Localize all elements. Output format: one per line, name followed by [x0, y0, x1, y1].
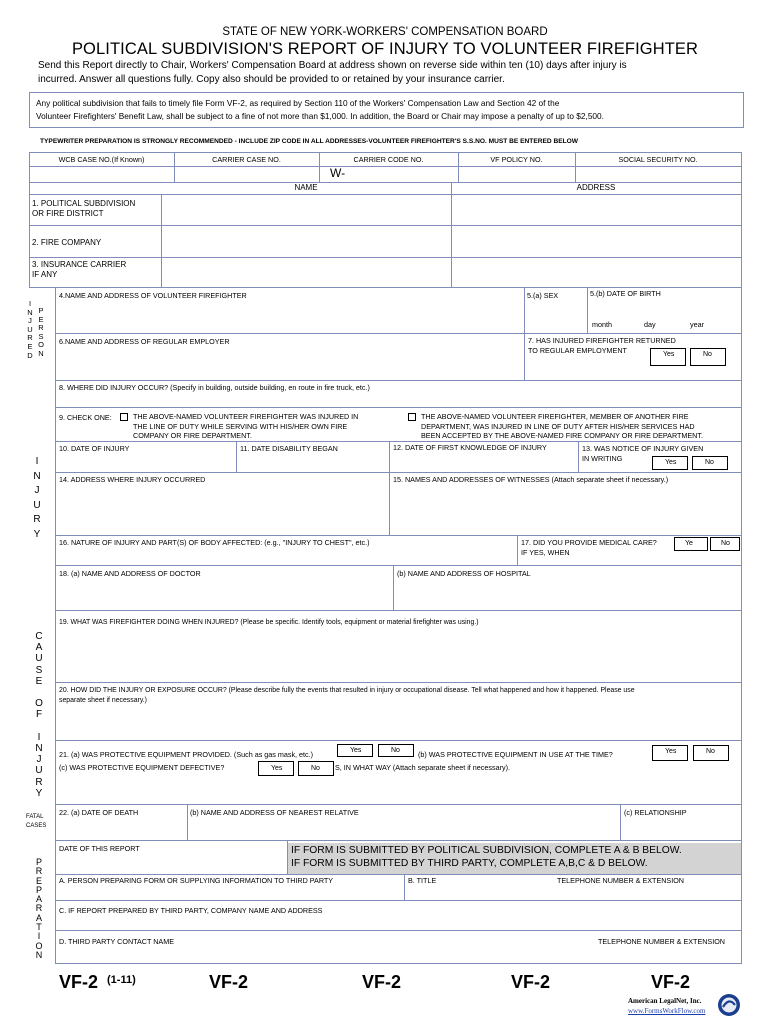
side-letter: P [38, 306, 44, 315]
side-letter: A [35, 642, 43, 654]
side-letter: R [35, 776, 43, 788]
q21b-no-box[interactable]: No [693, 745, 729, 761]
injured-side-label [26, 300, 34, 360]
side-letter: R [35, 866, 43, 877]
q16-label: 16. NATURE OF INJURY AND PART(S) OF BODY AFFECTED: (e.g., "INJURY TO CHEST", etc.) [59, 538, 370, 547]
side-letter: O [38, 340, 44, 350]
q4-label: 4.NAME AND ADDRESS OF VOLUNTEER FIREFIGHTER [59, 291, 247, 300]
side-letter: R [27, 333, 33, 343]
penalty-line-1: Any political subdivision that fails to timely file Form VF-2, as required by Section 110 of the Workers' Compensation Law and Section 42 of the [36, 98, 560, 108]
side-letter [34, 721, 44, 732]
q17-label: 17. DID YOU PROVIDE MEDICAL CARE? IF YES, WHEN [521, 538, 657, 557]
q21c-explanation-label: S, IN WHAT WAY (Attach separate sheet if necessary). [335, 763, 510, 772]
form-code-repeat: VF-2 [511, 972, 551, 992]
penalty-line-2: Volunteer Firefighters' Benefit Law, shall be subject to a fine of not more than $1,000. In addition, the Board or Chair may impose a penalty of up to $2,500. [36, 111, 604, 121]
publisher-url[interactable]: www.FormsWorkFlow.com [628, 1007, 706, 1015]
dob-day-label: day [644, 320, 656, 329]
side-letter: U [35, 765, 43, 777]
publisher-logo-icon [717, 993, 741, 1017]
q5a-label: 5.(a) SEX [527, 291, 559, 300]
instructions-line-1: Send this Report directly to Chair, Workers' Compensation Board at address shown on reverse side within ten (10) days after injury is [38, 60, 627, 71]
side-letter: E [35, 675, 43, 687]
q7-no-box[interactable]: No [690, 348, 726, 366]
q10-label: 10. DATE OF INJURY [59, 444, 130, 453]
q13-no-box[interactable]: No [692, 456, 728, 470]
side-letter: F [35, 709, 43, 721]
q22b-label: (b) NAME AND ADDRESS OF NEAREST RELATIVE [190, 808, 359, 817]
q21c-label: (c) WAS PROTECTIVE EQUIPMENT DEFECTIVE? [59, 763, 225, 772]
side-letter: N [38, 348, 44, 358]
ssn-label: SOCIAL SECURITY NO. [618, 155, 698, 164]
form-revision: (1-11) [107, 974, 136, 986]
side-letter: D [27, 350, 33, 360]
third-party-contact-label: D. THIRD PARTY CONTACT NAME [59, 937, 175, 946]
dob-month-label: month [592, 320, 612, 329]
side-letter: N [27, 307, 33, 317]
side-letter: R [33, 514, 41, 525]
side-letter: A [35, 912, 42, 923]
q21b-label: (b) WAS PROTECTIVE EQUIPMENT IN USE AT THE TIME? [418, 750, 613, 759]
wcb-case-label: WCB CASE NO.(If Known) [58, 155, 145, 164]
q9-option1-text: THE ABOVE-NAMED VOLUNTEER FIREFIGHTER WAS INJURED IN THE LINE OF DUTY WHILE SERVING WITH HIS/HER OWN FIRE COMPANY OR FIRE DEPARTMENT. [133, 412, 359, 440]
side-letter: P [35, 857, 42, 867]
form-code: VF-2 [59, 972, 99, 992]
name-column-header: NAME [294, 183, 318, 192]
side-letter: Y [33, 528, 41, 540]
q7-yes-box[interactable]: Yes [650, 348, 686, 366]
q21a-label: 21. (a) WAS PROTECTIVE EQUIPMENT PROVIDED. (Such as gas mask, etc.) [59, 750, 314, 759]
q13-yes-box[interactable]: Yes [652, 456, 688, 470]
q13-label: 13. WAS NOTICE OF INJURY GIVEN IN WRITING [582, 444, 704, 463]
q21c-no-box[interactable]: No [298, 761, 334, 776]
title-label: B. TITLE [408, 876, 437, 885]
submission-notice-line-2: IF FORM IS SUBMITTED BY THIRD PARTY, COMPLETE A,B,C & D BELOW. [291, 858, 648, 869]
side-letter: O [35, 698, 43, 710]
carrier-case-field[interactable] [175, 167, 318, 181]
side-letter: E [27, 341, 33, 351]
form-code-repeat: VF-2 [651, 972, 691, 992]
side-letter: U [27, 324, 33, 334]
address-column-header: ADDRESS [576, 183, 616, 192]
person-side-label [37, 307, 45, 359]
side-letter: I [37, 731, 41, 743]
side-letter: O [35, 940, 43, 951]
ssn-field[interactable] [576, 167, 740, 181]
side-letter: S [38, 331, 44, 341]
telephone-label-2: TELEPHONE NUMBER & EXTENSION [598, 937, 726, 946]
q21a-no-box[interactable]: No [378, 744, 414, 757]
third-party-company-label: C. IF REPORT PREPARED BY THIRD PARTY, COMPANY NAME AND ADDRESS [59, 906, 323, 915]
report-date-label: DATE OF THIS REPORT [59, 844, 140, 853]
form-code-repeat: VF-2 [209, 972, 249, 992]
form-code-repeat: VF-2 [362, 972, 402, 992]
submission-notice-line-1: IF FORM IS SUBMITTED BY POLITICAL SUBDIVISION, COMPLETE A & B BELOW. [291, 845, 682, 856]
side-letter: I [28, 299, 32, 308]
side-letter: J [28, 316, 32, 326]
q12-label: 12. DATE OF FIRST KNOWLEDGE OF INJURY [393, 443, 547, 452]
injury-side-label [32, 455, 42, 542]
political-subdivision-label: 1. POLITICAL SUBDIVISION OR FIRE DISTRICT [32, 199, 136, 218]
side-letter: U [35, 653, 43, 665]
q14-label: 14. ADDRESS WHERE INJURY OCCURRED [59, 475, 206, 484]
q19-label: 19. WHAT WAS FIREFIGHTER DOING WHEN INJURED? (Please be specific. Identify tools, equipment or material firefighter was using.) [59, 619, 479, 626]
side-letter: T [36, 922, 42, 933]
preparation-side-label [34, 858, 44, 960]
side-letter: R [38, 323, 44, 333]
side-letter: N [33, 470, 41, 482]
agency-heading: STATE OF NEW YORK-WORKERS' COMPENSATION BOARD [222, 26, 548, 38]
carrier-code-field[interactable]: W- [330, 166, 346, 180]
side-letter: I [35, 456, 39, 467]
q18a-label: 18. (a) NAME AND ADDRESS OF DOCTOR [59, 569, 201, 578]
side-letter: I [37, 931, 41, 942]
publisher-name: American LegalNet, Inc. [628, 997, 702, 1005]
q5b-label: 5.(b) DATE OF BIRTH [590, 289, 661, 298]
side-letter: J [34, 485, 40, 496]
side-letter: R [35, 903, 43, 914]
wcb-case-field[interactable] [30, 167, 173, 181]
q20-label: 20. HOW DID THE INJURY OR EXPOSURE OCCUR? (Please describe fully the events that resulted in injury or occupational disease. Tell what happened and how it happened. Please use separate sheet if necessary.) [59, 687, 635, 704]
q9-option1-checkbox[interactable] [120, 413, 128, 421]
q15-label: 15. NAMES AND ADDRESSES OF WITNESSES (Attach separate sheet if necessary.) [393, 475, 669, 484]
q21a-yes-box[interactable]: Yes [337, 744, 373, 757]
q11-label: 11. DATE DISABILITY BEGAN [240, 444, 338, 453]
side-letter: E [35, 875, 42, 886]
typewriter-note: TYPEWRITER PREPARATION IS STRONGLY RECOMMENDED - INCLUDE ZIP CODE IN ALL ADDRESSES-VOLUNTEER FIREFIGHTER'S S.S.NO. MUST BE ENTERED BELOW [40, 138, 579, 145]
side-letter: S [35, 664, 43, 676]
q9-option2-text: THE ABOVE-NAMED VOLUNTEER FIREFIGHTER, MEMBER OF ANOTHER FIRE DEPARTMENT, WAS INJURED IN LINE OF DUTY AFTER HIS/HER SERVICES HAD BEEN ACCEPTED BY THE ABOVE-NAMED FIRE COMPANY OR FIRE DEPARTMENT. [421, 412, 703, 440]
q9-label: 9. CHECK ONE: [59, 413, 112, 422]
q7-label: 7. HAS INJURED FIREFIGHTER RETURNED TO REGULAR EMPLOYMENT [528, 336, 676, 355]
q18b-label: (b) NAME AND ADDRESS OF HOSPITAL [397, 569, 531, 578]
q17-no-box[interactable]: No [710, 537, 740, 551]
q8-label: 8. WHERE DID INJURY OCCUR? (Specify in building, outside building, en route in fire truck, etc.) [59, 383, 370, 392]
q21c-yes-box[interactable]: Yes [258, 761, 294, 776]
carrier-code-label: CARRIER CODE NO. [353, 155, 424, 164]
cause-of-injury-side-label [34, 631, 44, 799]
side-letter: J [36, 754, 42, 766]
side-letter: A [35, 894, 42, 905]
form-title: POLITICAL SUBDIVISION'S REPORT OF INJURY TO VOLUNTEER FIREFIGHTER [71, 40, 699, 58]
q22c-label: (c) RELATIONSHIP [624, 808, 687, 817]
dob-year-label: year [690, 320, 704, 329]
vf-policy-label: VF POLICY NO. [490, 155, 543, 164]
insurance-carrier-label: 3. INSURANCE CARRIER IF ANY [32, 260, 127, 279]
preparer-label: A. PERSON PREPARING FORM OR SUPPLYING INFORMATION TO THIRD PARTY [59, 876, 334, 885]
q6-label: 6.NAME AND ADDRESS OF REGULAR EMPLOYER [59, 337, 230, 346]
q22a-label: 22. (a) DATE OF DEATH [59, 808, 139, 817]
side-letter: E [38, 314, 44, 324]
side-letter: P [35, 884, 42, 895]
side-letter: N [35, 743, 43, 755]
q21b-yes-box[interactable]: Yes [652, 745, 688, 761]
side-letter: U [33, 499, 41, 511]
side-letter: Y [35, 787, 43, 799]
telephone-label: TELEPHONE NUMBER & EXTENSION [557, 876, 685, 885]
fatal-cases-side-label: FATAL CASES [26, 814, 47, 829]
side-letter: C [35, 631, 43, 642]
instructions-line-2: incurred. Answer all questions fully. Copy also should be provided to or retained by your insurance carrier. [38, 74, 505, 85]
q9-option2-checkbox[interactable] [408, 413, 416, 421]
side-letter [34, 687, 44, 698]
side-letter: N [35, 949, 43, 960]
vf-policy-field[interactable] [459, 167, 574, 181]
carrier-case-label: CARRIER CASE NO. [212, 155, 281, 164]
q17-yes-box[interactable]: Ye [674, 537, 708, 551]
fire-company-label: 2. FIRE COMPANY [32, 238, 102, 247]
